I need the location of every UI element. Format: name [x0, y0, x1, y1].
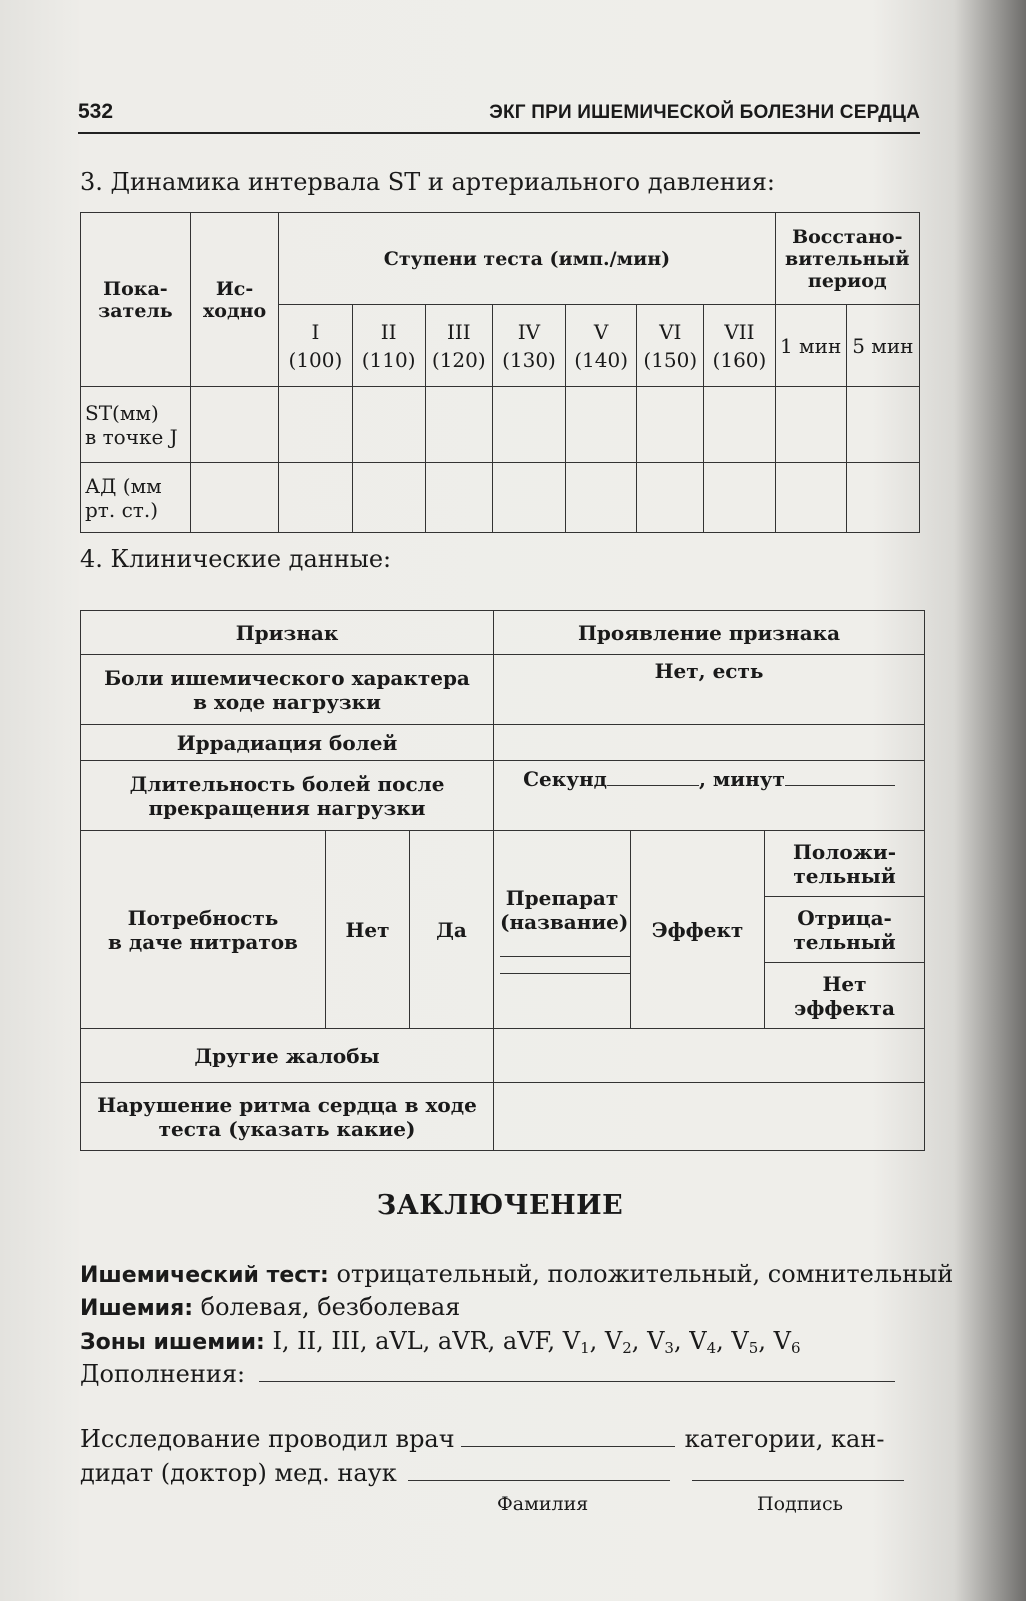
empty-cell[interactable] — [492, 463, 565, 533]
stage-rate: (120) — [431, 347, 486, 372]
row-label-l1: АД (мм — [85, 473, 162, 498]
stage-col — [704, 305, 775, 387]
v-lead-letter: V — [689, 1327, 707, 1355]
v-lead: $V_4$, — [689, 1327, 724, 1357]
rhythm-value[interactable] — [494, 1083, 925, 1151]
empty-cell[interactable] — [775, 463, 846, 533]
v-lead-letter: V — [604, 1327, 623, 1355]
row-label-l2: рт. ст.) — [85, 497, 159, 522]
stage-rate: (140) — [574, 347, 629, 372]
stage-col — [637, 305, 704, 387]
signature-blank[interactable] — [692, 1480, 904, 1481]
duration-value — [494, 761, 925, 831]
seconds-label: Секунд — [523, 767, 607, 791]
rhythm-sign-l2: теста (указать какие) — [158, 1116, 416, 1141]
effect-positive[interactable] — [765, 831, 925, 897]
stage-col — [492, 305, 565, 387]
empty-cell[interactable] — [566, 387, 637, 463]
rhythm-sign — [81, 1083, 494, 1151]
drug-blank-2[interactable] — [500, 973, 630, 974]
v-lead: $V_2$, — [604, 1327, 640, 1357]
section3-title: 3. Динамика интервала ST и артериального давления: — [80, 168, 775, 196]
row-label-st — [81, 387, 191, 463]
table-row — [81, 387, 920, 463]
v-lead-sub: 2 — [622, 1339, 632, 1357]
other-complaints-sign: Другие жалобы — [81, 1029, 494, 1083]
additions-blank[interactable] — [259, 1381, 895, 1382]
duration-sign-l2: прекращения нагрузки — [148, 795, 426, 820]
stage-col — [352, 305, 425, 387]
empty-cell[interactable] — [425, 387, 492, 463]
empty-cell[interactable] — [425, 463, 492, 533]
st-bp-table — [80, 212, 920, 533]
stages-header: Ступени теста (имп./мин) — [279, 213, 775, 305]
stage-rate: (110) — [361, 347, 416, 372]
v-lead-sub: 4 — [706, 1339, 717, 1357]
recovery-header-l1: Восстано- — [792, 225, 903, 248]
degree-label: дидат (доктор) мед. наук — [80, 1459, 397, 1487]
empty-cell[interactable] — [637, 387, 704, 463]
empty-cell[interactable] — [190, 463, 278, 533]
none-l1: Нет — [822, 971, 867, 996]
empty-cell[interactable] — [279, 387, 352, 463]
recovery-header-l2: вительный — [785, 247, 910, 270]
drug-l2: (название) — [500, 909, 629, 934]
stage-roman: II — [380, 319, 397, 344]
ischemia-value: болевая, безболевая — [193, 1293, 461, 1321]
nitrates-no[interactable]: Нет — [326, 831, 410, 1029]
sign-header: Признак — [81, 611, 494, 655]
v-lead-letter: V — [647, 1327, 665, 1355]
row-label-bp — [81, 463, 191, 533]
other-complaints-value[interactable] — [494, 1029, 925, 1083]
initial-header-l1: Ис- — [215, 277, 254, 300]
degree-line — [80, 1459, 904, 1487]
empty-cell[interactable] — [846, 387, 919, 463]
stage-roman: I — [311, 319, 320, 344]
empty-cell[interactable] — [492, 387, 565, 463]
effect-none[interactable] — [765, 963, 925, 1029]
empty-cell[interactable] — [846, 463, 919, 533]
stage-rate: (100) — [288, 347, 343, 372]
pain-sign — [81, 655, 494, 725]
v-lead-letter: V — [773, 1327, 791, 1355]
recovery-1min: 1 мин — [775, 305, 846, 387]
ischemic-test-label: Ишемический тест: — [80, 1263, 329, 1288]
stage-rate: (130) — [502, 347, 556, 372]
effect-negative[interactable] — [765, 897, 925, 963]
empty-cell[interactable] — [352, 387, 425, 463]
duration-sign-l1: Длительность болей после — [129, 771, 445, 796]
empty-cell[interactable] — [352, 463, 425, 533]
clinical-data-table — [80, 610, 925, 1151]
v-lead-letter: V — [731, 1327, 749, 1355]
empty-cell[interactable] — [566, 463, 637, 533]
running-title: ЭКГ ПРИ ИШЕМИЧЕСКОЙ БОЛЕЗНИ СЕРДЦА — [489, 102, 920, 123]
stage-roman: V — [593, 319, 609, 344]
empty-cell[interactable] — [775, 387, 846, 463]
empty-cell[interactable] — [190, 387, 278, 463]
stage-rate: (150) — [643, 347, 698, 372]
signature-caption: Подпись — [757, 1493, 844, 1515]
conducted-label: Исследование проводил врач — [80, 1425, 455, 1453]
conclusion-title: ЗАКЛЮЧЕНИЕ — [376, 1190, 624, 1221]
surname-blank[interactable] — [408, 1480, 670, 1481]
conducted-line — [80, 1425, 884, 1453]
minutes-label: , минут — [698, 767, 785, 791]
additions-label: Дополнения: — [80, 1360, 246, 1388]
manifestation-header: Проявление признака — [494, 611, 925, 655]
drug-l1: Препарат — [505, 885, 619, 910]
drug-cell — [494, 831, 631, 1029]
initial-header-l2: ходно — [202, 299, 267, 322]
recovery-header — [775, 213, 919, 305]
recovery-5min: 5 мин — [846, 305, 919, 387]
negative-l1: Отрица- — [797, 905, 892, 930]
nitrates-yes[interactable]: Да — [410, 831, 494, 1029]
table-row — [81, 463, 920, 533]
seconds-blank[interactable] — [607, 785, 699, 786]
irradiation-value[interactable] — [494, 725, 925, 761]
nitrates-sign-l2: в даче нитратов — [108, 929, 298, 954]
v-lead-sub: 6 — [790, 1339, 801, 1357]
recovery-header-l3: период — [807, 269, 887, 292]
indicator-header — [81, 213, 191, 387]
initial-header — [190, 213, 278, 387]
stage-roman: VI — [659, 319, 682, 344]
ischemia-zones-line — [80, 1327, 800, 1357]
stage-col — [425, 305, 492, 387]
doctor-category-blank[interactable] — [461, 1446, 675, 1447]
v-lead-letter: V — [562, 1327, 581, 1355]
additions-line — [80, 1360, 895, 1388]
stage-roman: VII — [724, 319, 755, 344]
section4-title: 4. Клинические данные: — [80, 545, 392, 573]
v-lead-sub: 5 — [748, 1339, 759, 1357]
stage-col — [279, 305, 352, 387]
empty-cell[interactable] — [704, 463, 775, 533]
positive-l1: Положи- — [793, 839, 897, 864]
none-l2: эффекта — [794, 995, 895, 1020]
effect-label: Эффект — [631, 831, 765, 1029]
empty-cell[interactable] — [279, 463, 352, 533]
duration-sign — [81, 761, 494, 831]
stage-col — [566, 305, 637, 387]
ischemic-test-value: отрицательный, положительный, сомнительный — [328, 1260, 954, 1288]
v-lead-sub: 3 — [664, 1339, 674, 1357]
pain-value: Нет, есть — [494, 655, 925, 725]
indicator-header-l1: Пока- — [103, 277, 168, 300]
ischemia-line — [80, 1293, 460, 1321]
row-label-l2: в точке J — [85, 424, 178, 449]
empty-cell[interactable] — [704, 387, 775, 463]
v-lead: $V_5$, — [731, 1327, 766, 1357]
stage-roman: IV — [517, 319, 541, 344]
indicator-header-l2: затель — [98, 299, 173, 322]
page-number: 532 — [78, 100, 114, 123]
positive-l2: тельный — [793, 863, 896, 888]
v-lead: $V_3$, — [647, 1327, 682, 1357]
minutes-blank[interactable] — [785, 785, 895, 786]
zones-label: Зоны ишемии: — [80, 1330, 265, 1355]
ischemic-test-line — [80, 1260, 953, 1288]
v-lead-sub: 1 — [580, 1339, 590, 1357]
stage-rate: (160) — [712, 347, 767, 372]
pain-sign-l2: в ходе нагрузки — [193, 689, 381, 714]
page-header — [78, 96, 920, 134]
row-label-l1: ST(мм) — [85, 400, 159, 425]
irradiation-sign: Иррадиация болей — [81, 725, 494, 761]
negative-l2: тельный — [793, 929, 896, 954]
v-lead — [774, 1327, 801, 1355]
surname-caption: Фамилия — [497, 1493, 589, 1515]
empty-cell[interactable] — [637, 463, 704, 533]
pain-sign-l1: Боли ишемического характера — [104, 665, 470, 690]
zones-value: I, II, III, aVL, aVR, aVF, — [264, 1327, 556, 1355]
nitrates-sign-l1: Потребность — [127, 905, 279, 930]
stage-roman: III — [446, 319, 471, 344]
category-label: категории, кан- — [684, 1425, 885, 1453]
rhythm-sign-l1: Нарушение ритма сердца в ходе — [97, 1092, 477, 1117]
nitrates-sign — [81, 831, 326, 1029]
v-lead: $V_1$, — [562, 1327, 598, 1357]
ischemia-label: Ишемия: — [80, 1296, 194, 1321]
